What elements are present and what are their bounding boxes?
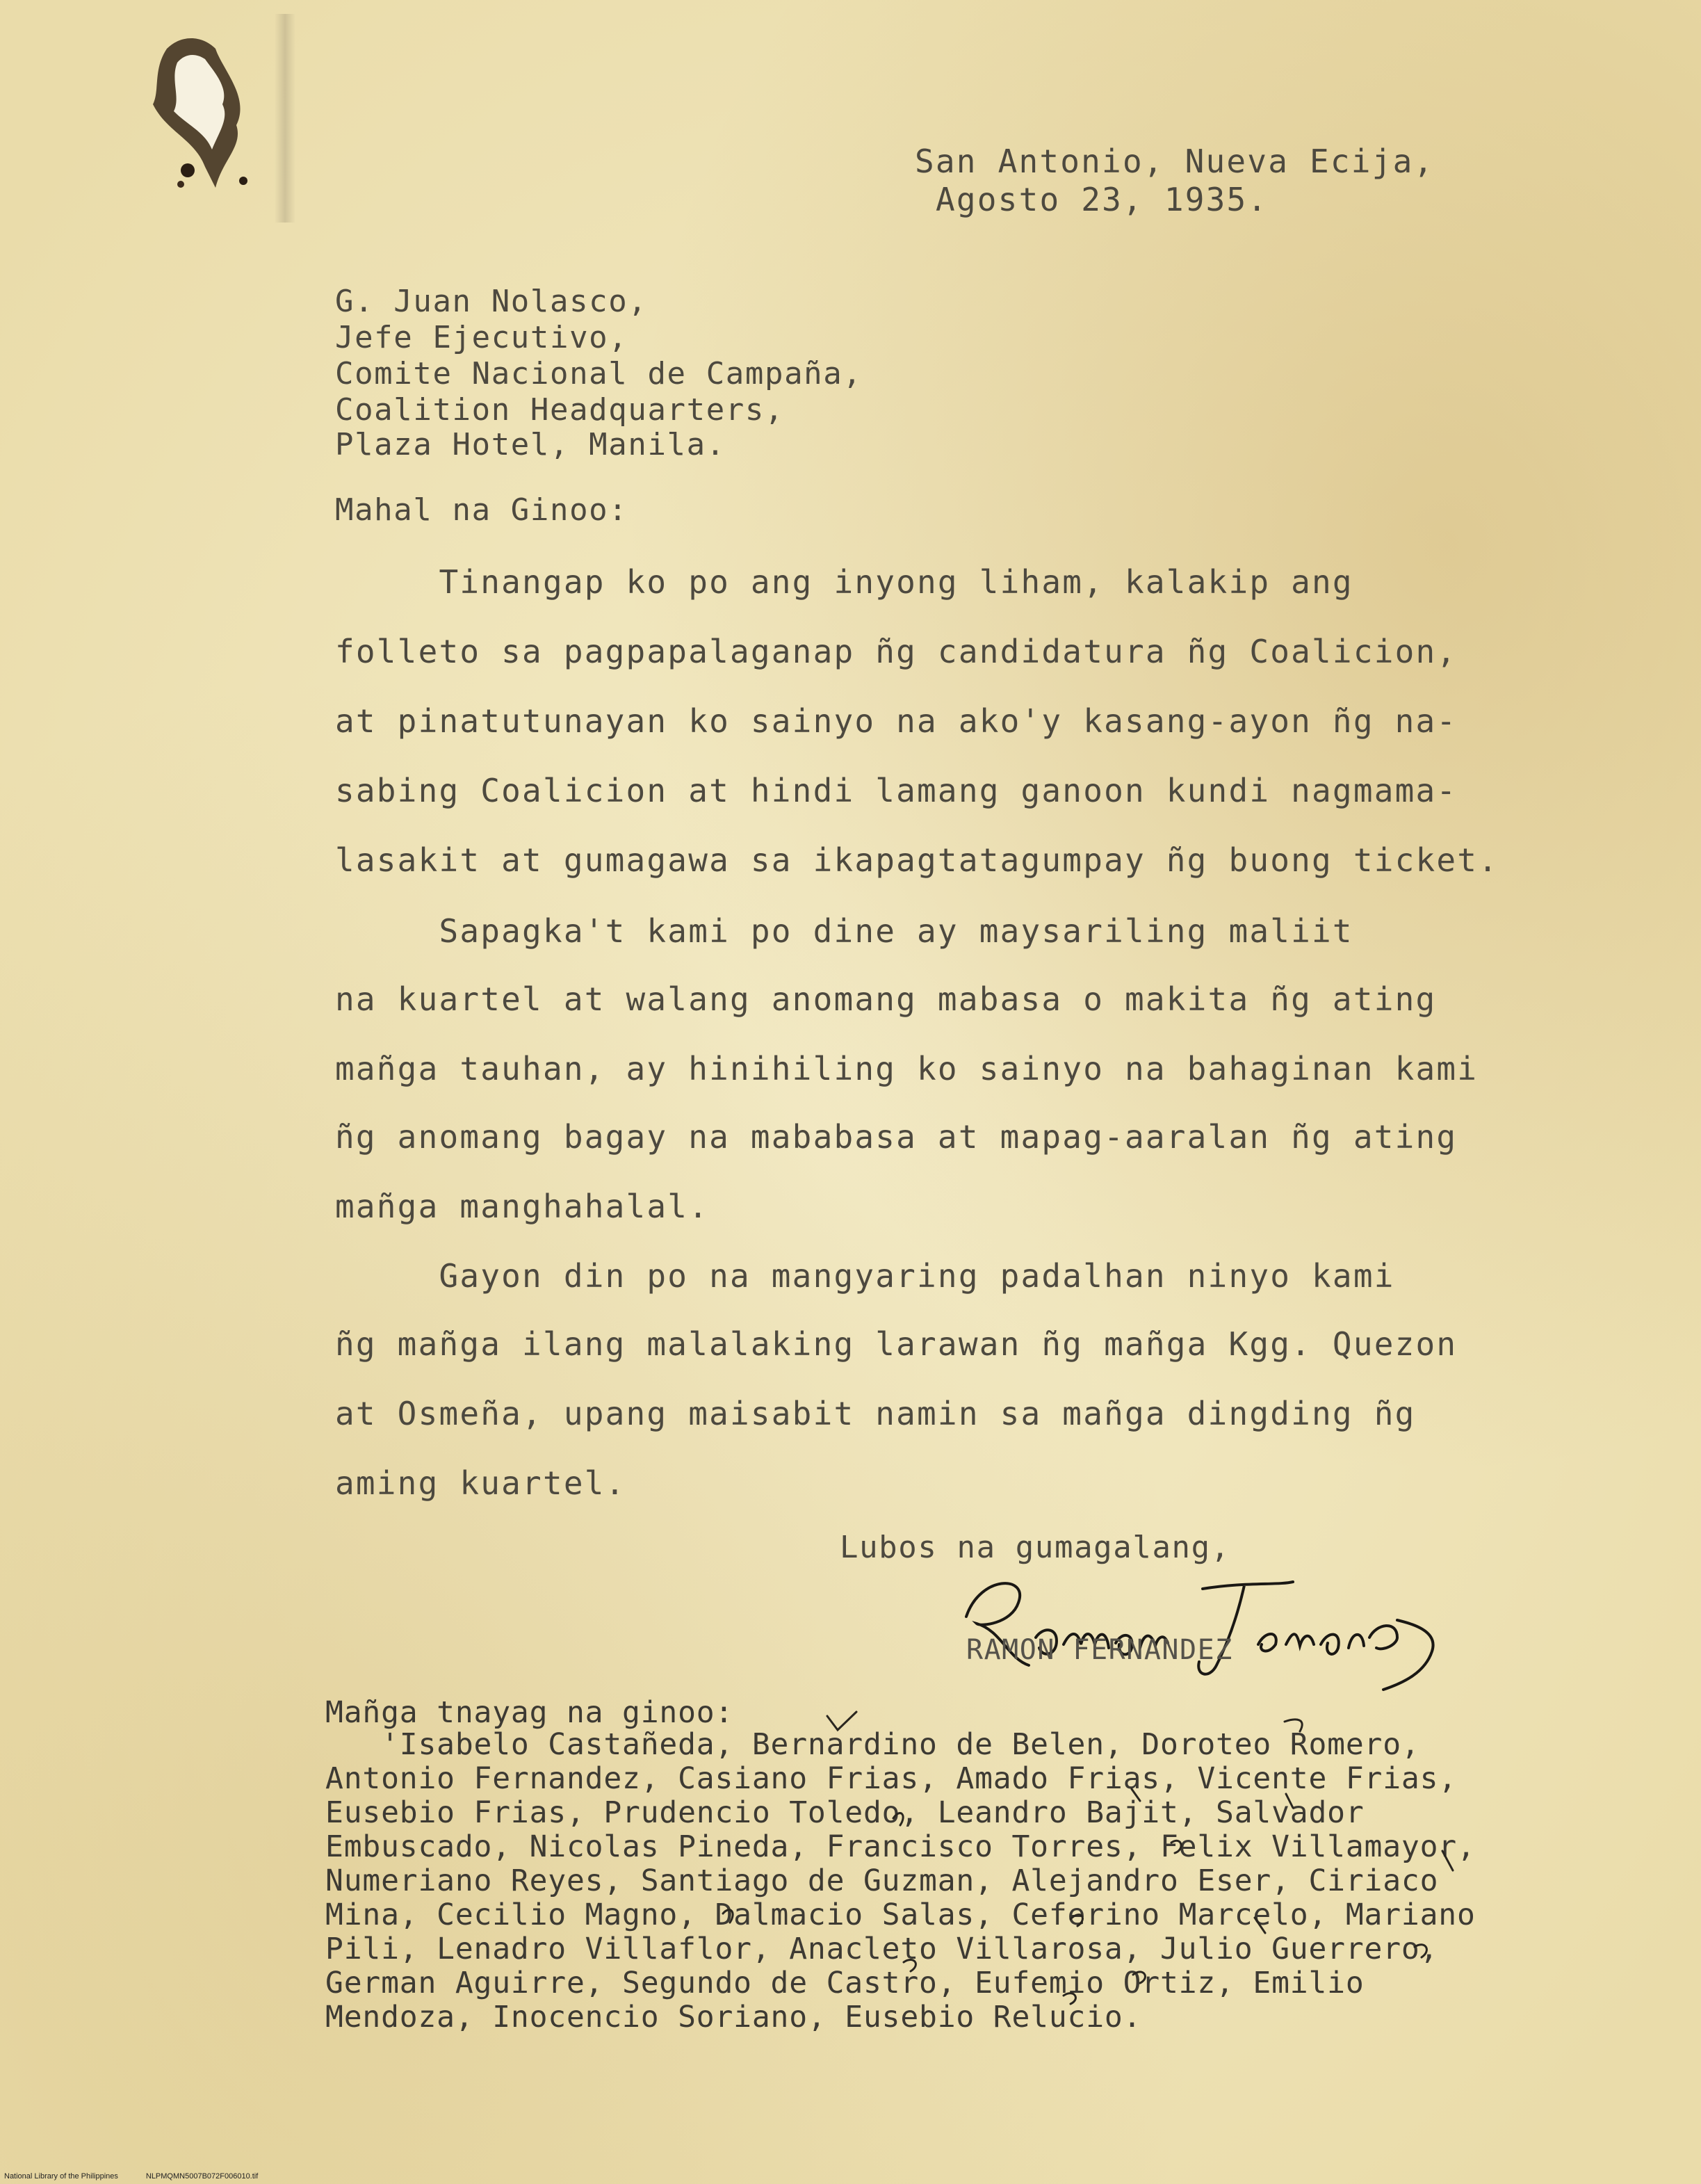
body-line: aming kuartel. bbox=[335, 1464, 626, 1502]
footer-institution: National Library of the Philippines bbox=[4, 2172, 118, 2181]
signatory-line: German Aguirre, Segundo de Castro, Eufemio Ortiz, Emilio bbox=[325, 1966, 1365, 2000]
signatory-line: Embuscado, Nicolas Pineda, Francisco Torres, Felix Villamayor, bbox=[325, 1829, 1476, 1864]
body-line: mañga tauhan, ay hinihiling ko sainyo na bahaginan kami bbox=[335, 1050, 1479, 1087]
signatory-line: Antonio Fernandez, Casiano Frias, Amado Frias, Vicente Frias, bbox=[325, 1761, 1457, 1796]
signatory-line: Eusebio Frias, Prudencio Toledo, Leandro Bajit, Salvador bbox=[325, 1795, 1365, 1830]
recipient-line: Plaza Hotel, Manila. bbox=[335, 427, 726, 462]
date-line: Agosto 23, 1935. bbox=[936, 181, 1269, 218]
signature-typed-name: RAMON FERNANDEZ bbox=[966, 1634, 1233, 1666]
body-line: na kuartel at walang anomang mabasa o makita ñg ating bbox=[335, 980, 1437, 1018]
handwritten-signature bbox=[952, 1561, 1453, 1693]
body-line: Gayon din po na mangyaring padalhan ninyo kami bbox=[335, 1257, 1395, 1295]
salutation: Mahal na Ginoo: bbox=[335, 492, 628, 528]
place-line: San Antonio, Nueva Ecija, bbox=[915, 143, 1435, 180]
signatories-heading: Mañga tnayag na ginoo: bbox=[325, 1695, 734, 1730]
signatory-line: Numeriano Reyes, Santiago de Guzman, Alejandro Eser, Ciriaco bbox=[325, 1863, 1439, 1898]
recipient-line: Coalition Headquarters, bbox=[335, 392, 785, 428]
closing: Lubos na gumagalang, bbox=[840, 1530, 1230, 1565]
body-line: sabing Coalicion at hindi lamang ganoon kundi nagmama- bbox=[335, 772, 1458, 809]
signatory-line: 'Isabelo Castañeda, Bernardino de Belen, Doroteo Romero, bbox=[325, 1727, 1420, 1762]
body-line: Tinangap ko po ang inyong liham, kalakip ang bbox=[335, 563, 1353, 601]
signatory-line: Pili, Lenadro Villaflor, Anacleto Villarosa, Julio Guerrero, bbox=[325, 1932, 1439, 1966]
recipient-line: G. Juan Nolasco, bbox=[335, 284, 648, 319]
body-line: at Osmeña, upang maisabit namin sa mañga dingding ñg bbox=[335, 1395, 1416, 1432]
body-line: ñg mañga ilang malalaking larawan ñg mañga Kgg. Quezon bbox=[335, 1325, 1458, 1363]
footer-file-id: NLPMQMN5007B072F006010.tif bbox=[145, 2172, 259, 2181]
burn-hole-mark bbox=[139, 28, 250, 195]
body-line: Sapagka't kami po dine ay maysariling maliit bbox=[335, 912, 1353, 950]
signatory-line: Mendoza, Inocencio Soriano, Eusebio Relucio. bbox=[325, 2000, 1142, 2035]
archive-footer bbox=[4, 2172, 286, 2181]
body-line: at pinatutunayan ko sainyo na ako'y kasang-ayon ñg na- bbox=[335, 702, 1458, 740]
recipient-line: Jefe Ejecutivo, bbox=[335, 320, 628, 355]
recipient-line: Comite Nacional de Campaña, bbox=[335, 356, 863, 391]
paper-fold-mark bbox=[275, 14, 295, 223]
body-line: ñg anomang bagay na mababasa at mapag-aaralan ñg ating bbox=[335, 1118, 1458, 1156]
body-line: mañga manghahalal. bbox=[335, 1188, 710, 1225]
body-line: lasakit at gumagawa sa ikapagtatagumpay ñg buong ticket. bbox=[335, 841, 1499, 879]
signatory-line: Mina, Cecilio Magno, Dalmacio Salas, Ceferino Marcelo, Mariano bbox=[325, 1898, 1476, 1932]
body-line: folleto sa pagpapalaganap ñg candidatura ñg Coalicion, bbox=[335, 633, 1458, 670]
